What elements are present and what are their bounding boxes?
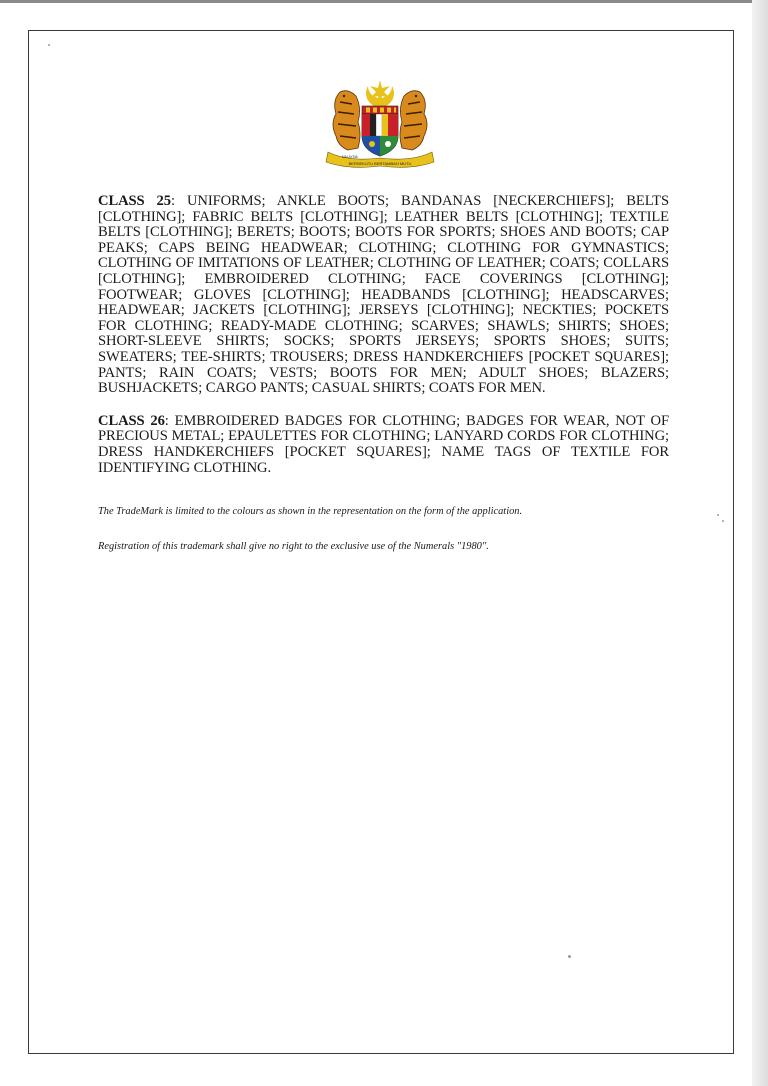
class-25-goods: : UNIFORMS; ANKLE BOOTS; BANDANAS [NECKERCHIEFS]; BELTS [CLOTHING]; FABRIC BELTS [CLOTHING]; LEATHER BELTS [CLOTHING]; TEXTILE BELTS [CLOTHING]; BERETS; BOOTS; BOOTS FOR SPORTS; SHOES AND BOOTS; CAP PEAKS; CAPS BEING HEADWEAR; CLOTHING; CLOTHING FOR GYMNASTICS; CLOTHING OF IMITATIONS OF LEATHER; CLOTHING OF LEATHER; COATS; COLLARS [CLOTHING]; EMBROIDERED CLOTHING; FACE COVERINGS [CLOTHING]; FOOTWEAR; GLOVES [CLOTHING]; HEADBANDS [CLOTHING]; HEADSCARVES; HEADWEAR; JACKETS [CLOTHING]; JERSEYS [CLOTHING]; NECKTIES; POCKETS FOR CLOTHING; READY-MADE CLOTHING; SCARVES; SHAWLS; SHIRTS; SHOES; SHORT-SLEEVE SHIRTS; SOCKS; SPORTS JERSEYS; SPORTS SHOES; SUITS; SWEATERS; TEE-SHIRTS; TROUSERS; DRESS HANDKERCHIEFS [POCKET SQUARES]; PANTS; RAIN COATS; VESTS; BOOTS FOR MEN; ADULT SHOES; BLAZERS; BUSHJACKETS; CARGO PANTS; CASUAL SHIRTS; COATS FOR MEN. (98, 193, 669, 397)
class-26-paragraph (98, 414, 669, 476)
scan-edge-right (752, 0, 768, 1086)
class-25-paragraph (98, 194, 669, 397)
scan-speck (48, 44, 50, 46)
colour-limitation-note: The TradeMark is limited to the colours as shown in the representation on the form of the application. (98, 506, 523, 517)
scan-speck (722, 520, 724, 522)
numerals-disclaimer-note: Registration of this trademark shall give no right to the exclusive use of the Numerals "1980". (98, 541, 489, 552)
scan-speck (717, 514, 719, 516)
class-26-label: CLASS 26 (98, 412, 165, 429)
scan-speck (568, 955, 571, 958)
svg-text:MALAYSIA: MALAYSIA (342, 155, 358, 159)
goods-specification (98, 194, 669, 476)
class-25-label: CLASS 25 (98, 193, 171, 209)
svg-text:BERSEKUTU BERTAMBAH MUTU: BERSEKUTU BERTAMBAH MUTU (348, 161, 412, 166)
class-26-goods: : EMBROIDERED BADGES FOR CLOTHING; BADGES FOR WEAR, NOT OF PRECIOUS METAL; EPAULETTES FOR CLOTHING; LANYARD CORDS FOR CLOTHING; DRESS HANDKERCHIEFS [POCKET SQUARES]; NAME TAGS OF TEXTILE FOR IDENTIFYING CLOTHING. (98, 412, 669, 476)
scan-edge-top (0, 0, 768, 3)
coat-of-arms-emblem (318, 78, 442, 170)
